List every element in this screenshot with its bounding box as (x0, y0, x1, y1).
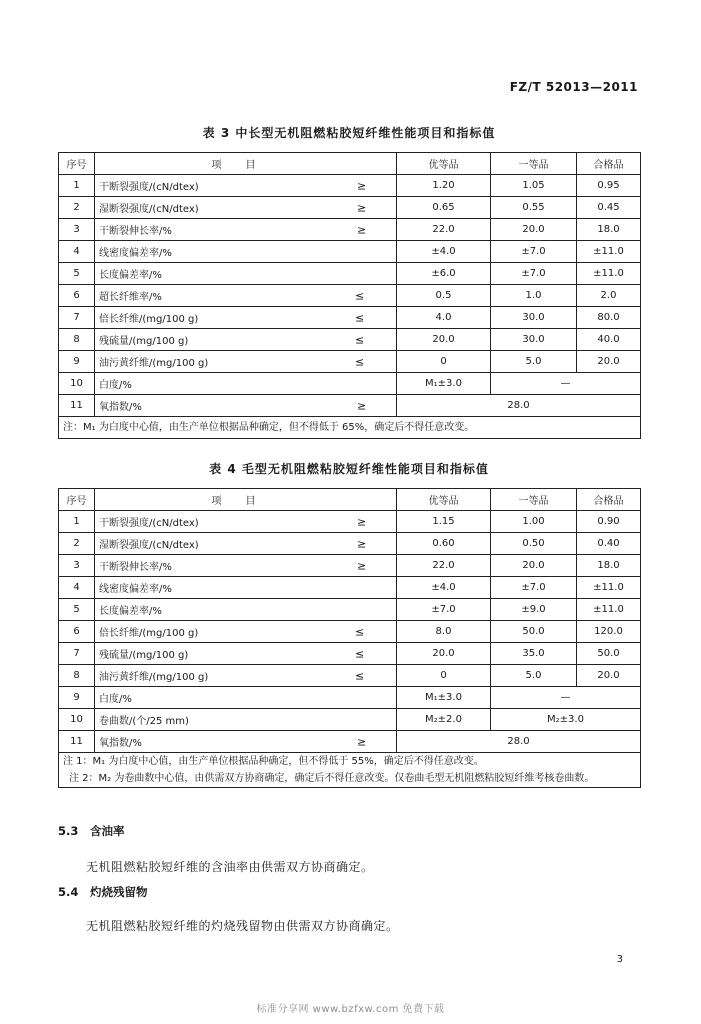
table3-row (59, 395, 641, 417)
row-first: 0.50 (491, 533, 577, 555)
row-excellent: 0.5 (397, 285, 491, 307)
row-excellent: 0.65 (397, 197, 491, 219)
table3-row (59, 175, 641, 197)
table4-row (59, 709, 641, 731)
row-no: 7 (59, 643, 95, 665)
row-qualified: 18.0 (577, 219, 641, 241)
row-qualified: ±11.0 (577, 577, 641, 599)
row-first: 20.0 (491, 555, 577, 577)
row-qualified: 0.95 (577, 175, 641, 197)
row-item: 白度/% (95, 687, 397, 709)
row-item (95, 241, 397, 263)
row-item (95, 533, 397, 555)
row-qualified: 2.0 (577, 285, 641, 307)
table3-note: 注：M₁ 为白度中心值，由生产单位根据品种确定，但不得低于 65%，确定后不得任意改变。 (59, 417, 641, 439)
row-no: 8 (59, 329, 95, 351)
table4-note-1: 注 1：M₁ 为白度中心值，由生产单位根据品种确定，但不得低于 55%，确定后不得任意改变。 (63, 756, 484, 767)
table4-note-row (59, 753, 641, 788)
table3-row (59, 373, 641, 395)
table4-row (59, 643, 641, 665)
section-5-4-heading (58, 884, 148, 900)
row-first: 30.0 (491, 307, 577, 329)
table4-header-no: 序号 (59, 489, 95, 511)
row-excellent: 1.20 (397, 175, 491, 197)
row-operator: ≥ (357, 399, 367, 412)
row-qualified: ±11.0 (577, 241, 641, 263)
table4-row (59, 731, 641, 753)
page-number: 3 (616, 954, 623, 965)
row-item (95, 307, 397, 329)
row-excellent: 22.0 (397, 219, 491, 241)
row-first: 35.0 (491, 643, 577, 665)
section-5-3-heading (58, 823, 125, 839)
row-no: 6 (59, 285, 95, 307)
table4-caption: 表 4 毛型无机阻燃粘胶短纤维性能项目和指标值 (209, 462, 489, 476)
row-no: 4 (59, 577, 95, 599)
row-item (95, 263, 397, 285)
table3-row (59, 219, 641, 241)
row-no: 4 (59, 241, 95, 263)
table3 (58, 152, 641, 439)
standard-code: FZ/T 52013—2011 (509, 80, 638, 94)
table3-header-qualified: 合格品 (577, 153, 641, 175)
table3-row (59, 329, 641, 351)
table4-row (59, 577, 641, 599)
row-item-label: 残硫量/(mg/100 g) (99, 336, 189, 347)
row-item-label: 油污黄纤维/(mg/100 g) (99, 672, 209, 683)
row-operator: ≤ (355, 289, 365, 302)
table4-row (59, 621, 641, 643)
row-excellent: ±6.0 (397, 263, 491, 285)
row-first: 0.55 (491, 197, 577, 219)
row-operator: ≥ (357, 201, 367, 214)
section-5-4-text: 无机阻燃粘胶短纤维的灼烧残留物由供需双方协商确定。 (86, 919, 399, 933)
row-excellent: 4.0 (397, 307, 491, 329)
row-qualified: 40.0 (577, 329, 641, 351)
row-no: 7 (59, 307, 95, 329)
row-item-label: 干断裂伸长率/% (99, 226, 172, 237)
table4-header-qualified: 合格品 (577, 489, 641, 511)
row-no: 9 (59, 687, 95, 709)
table4-row (59, 511, 641, 533)
row-no: 2 (59, 533, 95, 555)
table4-row (59, 555, 641, 577)
row-item-label: 湿断裂强度/(cN/dtex) (99, 540, 199, 551)
row-excellent: 8.0 (397, 621, 491, 643)
table3-note-row (59, 417, 641, 439)
section-title: 含油率 (90, 824, 125, 838)
row-item (95, 395, 397, 417)
row-item (95, 599, 397, 621)
row-qualified: 20.0 (577, 665, 641, 687)
row-excellent: 0 (397, 351, 491, 373)
row-item (95, 285, 397, 307)
row-excellent: 20.0 (397, 329, 491, 351)
row-excellent: M₂±2.0 (397, 709, 491, 731)
table3-body (59, 175, 641, 373)
table4-notes (59, 753, 641, 788)
row-no: 1 (59, 175, 95, 197)
row-item-label: 湿断裂强度/(cN/dtex) (99, 204, 199, 215)
row-operator: ≤ (355, 669, 365, 682)
row-qualified: 20.0 (577, 351, 641, 373)
row-not-applicable: — (491, 373, 641, 395)
row-operator: ≤ (355, 355, 365, 368)
row-item-label: 油污黄纤维/(mg/100 g) (99, 358, 209, 369)
section-5-3-text: 无机阻燃粘胶短纤维的含油率由供需双方协商确定。 (86, 860, 374, 874)
watermark: 标准分享网 www.bzfxw.com 免费下载 (256, 1004, 445, 1015)
row-qualified: ±11.0 (577, 263, 641, 285)
row-item (95, 665, 397, 687)
row-first: 5.0 (491, 665, 577, 687)
row-excellent: 0 (397, 665, 491, 687)
row-qualified: 0.45 (577, 197, 641, 219)
table3-header-row (59, 153, 641, 175)
row-no: 3 (59, 555, 95, 577)
row-item (95, 219, 397, 241)
row-first: 30.0 (491, 329, 577, 351)
table4-body (59, 511, 641, 687)
row-value-all-grades: 28.0 (397, 395, 641, 417)
row-item (95, 555, 397, 577)
row-operator: ≤ (355, 625, 365, 638)
row-excellent: 22.0 (397, 555, 491, 577)
row-first: ±9.0 (491, 599, 577, 621)
row-qualified: 0.40 (577, 533, 641, 555)
table4-header-excellent: 优等品 (397, 489, 491, 511)
row-operator: ≥ (357, 735, 367, 748)
row-excellent: ±4.0 (397, 577, 491, 599)
row-qualified: 50.0 (577, 643, 641, 665)
row-qualified: 0.90 (577, 511, 641, 533)
row-excellent: ±4.0 (397, 241, 491, 263)
row-first: 1.00 (491, 511, 577, 533)
row-first-and-qualified: M₂±3.0 (491, 709, 641, 731)
row-excellent: 0.60 (397, 533, 491, 555)
section-title: 灼烧残留物 (90, 885, 148, 899)
row-item-label: 长度偏差率/% (99, 270, 162, 281)
table4-header-first: 一等品 (491, 489, 577, 511)
row-qualified: ±11.0 (577, 599, 641, 621)
table4-header-item: 项目 (95, 489, 397, 511)
table4 (58, 488, 641, 788)
row-item (95, 731, 397, 753)
row-operator: ≤ (355, 647, 365, 660)
table4-row (59, 665, 641, 687)
row-item-label: 干断裂强度/(cN/dtex) (99, 518, 199, 529)
row-qualified: 120.0 (577, 621, 641, 643)
row-item-label: 长度偏差率/% (99, 606, 162, 617)
row-item: 白度/% (95, 373, 397, 395)
row-no: 8 (59, 665, 95, 687)
table3-row (59, 307, 641, 329)
table3-row (59, 241, 641, 263)
row-item-label: 氧指数/% (99, 402, 142, 413)
row-no: 2 (59, 197, 95, 219)
table4-row (59, 599, 641, 621)
row-first: 20.0 (491, 219, 577, 241)
row-excellent: M₁±3.0 (397, 373, 491, 395)
row-operator: ≥ (357, 559, 367, 572)
table3-header-item: 项目 (95, 153, 397, 175)
table4-row (59, 687, 641, 709)
row-excellent: ±7.0 (397, 599, 491, 621)
table4-row (59, 533, 641, 555)
row-operator: ≤ (355, 311, 365, 324)
row-qualified: 18.0 (577, 555, 641, 577)
row-no: 3 (59, 219, 95, 241)
table3-header-no: 序号 (59, 153, 95, 175)
table3-row (59, 351, 641, 373)
row-no: 5 (59, 263, 95, 285)
table4-header-row (59, 489, 641, 511)
table3-header-first: 一等品 (491, 153, 577, 175)
row-excellent: 20.0 (397, 643, 491, 665)
row-no: 11 (59, 731, 95, 753)
row-no: 10 (59, 709, 95, 731)
row-no: 5 (59, 599, 95, 621)
row-item-label: 线密度偏差率/% (99, 248, 172, 259)
table3-header-excellent: 优等品 (397, 153, 491, 175)
row-item: 卷曲数/(个/25 mm) (95, 709, 397, 731)
table4-note-2: 注 2：M₂ 为卷曲数中心值，由供需双方协商确定，确定后不得任意改变。仅卷曲毛型无机阻燃粘胶短纤维考核卷曲数。 (69, 773, 595, 784)
row-operator: ≥ (357, 223, 367, 236)
row-item (95, 197, 397, 219)
row-item-label: 氧指数/% (99, 738, 142, 749)
row-item (95, 329, 397, 351)
row-operator: ≥ (357, 515, 367, 528)
row-item-label: 倍长纤维/(mg/100 g) (99, 314, 199, 325)
table3-row (59, 197, 641, 219)
row-no: 11 (59, 395, 95, 417)
row-operator: ≥ (357, 179, 367, 192)
row-first: 50.0 (491, 621, 577, 643)
row-first: 1.0 (491, 285, 577, 307)
row-excellent: M₁±3.0 (397, 687, 491, 709)
row-item-label: 残硫量/(mg/100 g) (99, 650, 189, 661)
row-value-all-grades: 28.0 (397, 731, 641, 753)
row-item (95, 621, 397, 643)
row-item-label: 干断裂强度/(cN/dtex) (99, 182, 199, 193)
row-not-applicable: — (491, 687, 641, 709)
row-item (95, 643, 397, 665)
section-number: 5.3 (58, 824, 79, 838)
table3-row (59, 263, 641, 285)
row-excellent: 1.15 (397, 511, 491, 533)
table3-row (59, 285, 641, 307)
row-item-label: 线密度偏差率/% (99, 584, 172, 595)
row-first: ±7.0 (491, 577, 577, 599)
row-no: 9 (59, 351, 95, 373)
row-item (95, 511, 397, 533)
row-first: ±7.0 (491, 241, 577, 263)
row-first: 1.05 (491, 175, 577, 197)
section-number: 5.4 (58, 885, 79, 899)
row-no: 1 (59, 511, 95, 533)
row-first: 5.0 (491, 351, 577, 373)
row-item (95, 351, 397, 373)
row-no: 6 (59, 621, 95, 643)
row-first: ±7.0 (491, 263, 577, 285)
row-operator: ≥ (357, 537, 367, 550)
row-operator: ≤ (355, 333, 365, 346)
row-qualified: 80.0 (577, 307, 641, 329)
row-item-label: 倍长纤维/(mg/100 g) (99, 628, 199, 639)
row-item (95, 175, 397, 197)
row-item-label: 干断裂伸长率/% (99, 562, 172, 573)
row-item-label: 超长纤维率/% (99, 292, 162, 303)
row-item (95, 577, 397, 599)
row-no: 10 (59, 373, 95, 395)
table3-caption: 表 3 中长型无机阻燃粘胶短纤维性能项目和指标值 (202, 126, 496, 140)
